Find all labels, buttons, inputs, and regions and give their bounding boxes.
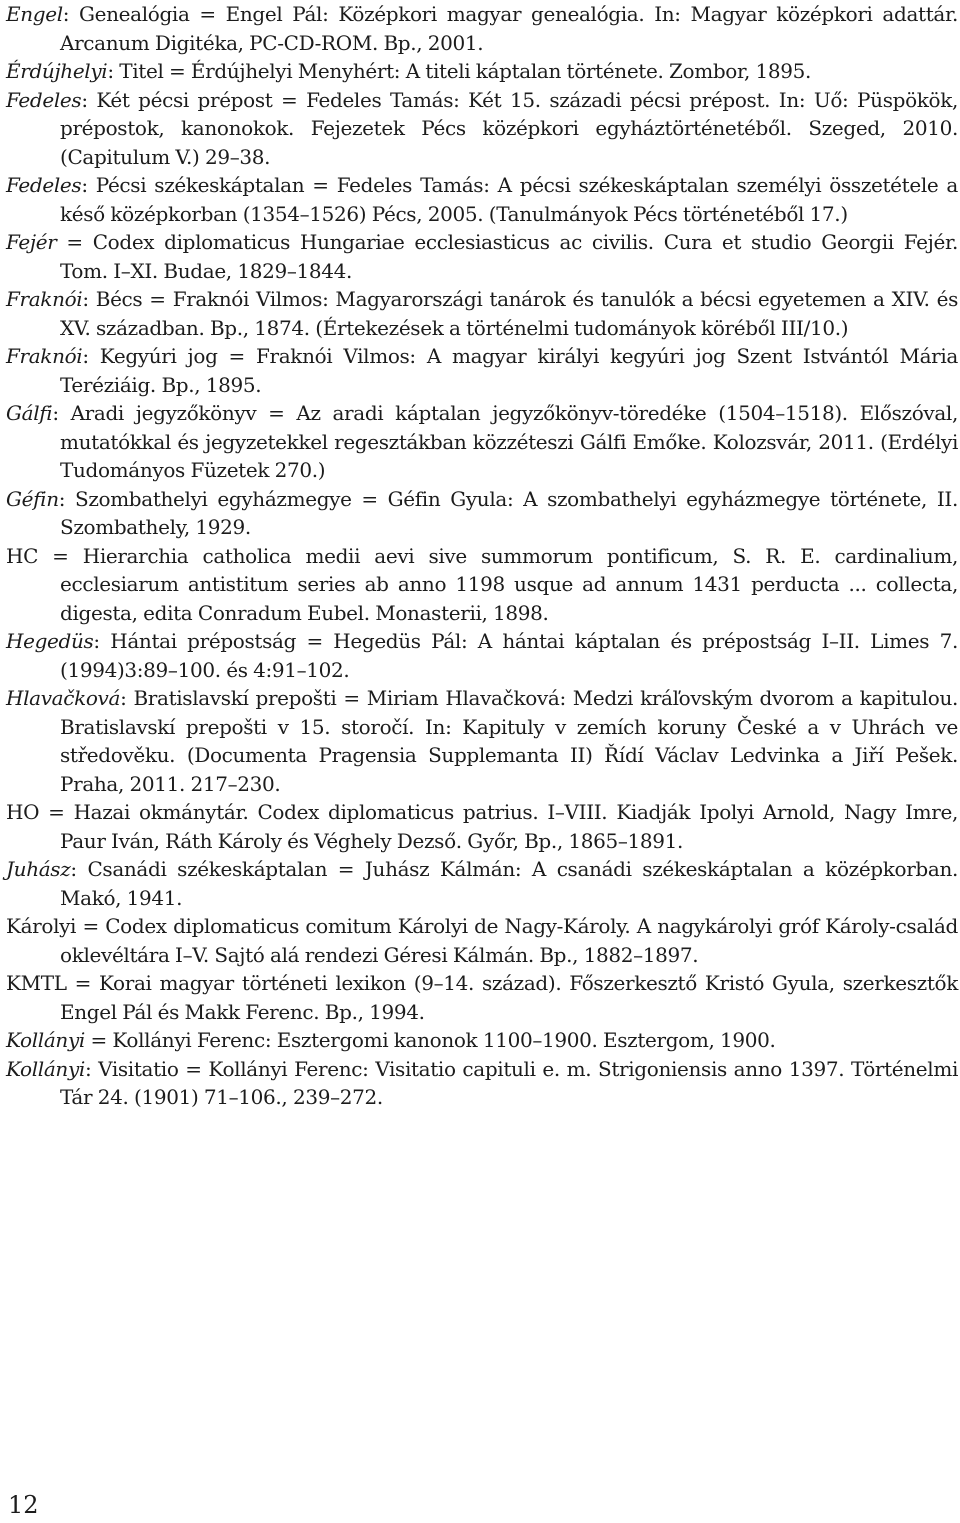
entry-citation: : Pécsi székeskáptalan = Fedeles Tamás: A pécsi székeskáptalan személyi összetétele a késő középkorban (1354–1526) Pécs, 2005. (Tanulmányok Pécs történetéből 17.) xyxy=(60,173,958,226)
bibliography-entry xyxy=(6,1055,958,1112)
entry-abbreviation: Géfin xyxy=(6,486,59,511)
bibliography-entry xyxy=(6,171,958,228)
entry-abbreviation: Fraknói xyxy=(6,344,83,368)
entry-abbreviation: Fejér xyxy=(6,230,57,254)
entry-abbreviation: Kollányi xyxy=(6,1056,85,1081)
entry-abbreviation: Fraknói xyxy=(6,287,83,311)
entry-abbreviation: Fedeles xyxy=(6,87,82,112)
entry-citation: = Korai magyar történeti lexikon (9–14. század). Főszerkesztő Kristó Gyula, szerkesztők Engel Pál és Makk Ferenc. Bp., 1994. xyxy=(60,971,958,1024)
bibliography-entry xyxy=(6,1026,958,1055)
entry-citation: : Bratislavskí prepošti = Miriam Hlavačková: Medzi kráľovským dvorom a kapitulou. Bratislavskí prepošti v 15. storočí. In: Kapituly v zemích koruny České a v Uhrách ve středověku. (Documenta Pragensia Supplemanta II) Řídí Václav Ledvinka a Jiří Pešek. Praha, 2011. 217–230. xyxy=(60,686,958,796)
bibliography-entry xyxy=(6,0,958,57)
entry-abbreviation: Gálfi xyxy=(6,401,53,425)
bibliography-entry xyxy=(6,627,958,684)
entry-abbreviation: Juhász xyxy=(6,857,71,881)
bibliography-entry xyxy=(6,342,958,399)
bibliography-entry xyxy=(6,912,958,969)
entry-abbreviation: HC xyxy=(6,543,39,568)
bibliography-entry xyxy=(6,86,958,172)
entry-citation: : Titel = Érdújhelyi Menyhért: A titeli káptalan története. Zombor, 1895. xyxy=(107,59,812,83)
entry-abbreviation: HO xyxy=(6,800,40,824)
page-number: 12 xyxy=(8,1491,39,1519)
entry-abbreviation: Fedeles xyxy=(6,173,82,197)
bibliography-entry xyxy=(6,485,958,542)
bibliography-entry xyxy=(6,542,958,628)
bibliography-entry xyxy=(6,285,958,342)
entry-citation: : Bécs = Fraknói Vilmos: Magyarországi tanárok és tanulók a bécsi egyetemen a XIV. és XV. században. Bp., 1874. (Értekezések a történelmi tudományok köréből III/10.) xyxy=(60,287,958,340)
entry-abbreviation: KMTL xyxy=(6,971,67,995)
bibliography-entry xyxy=(6,57,958,86)
bibliography-entry xyxy=(6,399,958,485)
entry-citation: : Kegyúri jog = Fraknói Vilmos: A magyar királyi kegyúri jog Szent Istvántól Mária Teréziáig. Bp., 1895. xyxy=(60,344,958,397)
bibliography-entry xyxy=(6,798,958,855)
entry-abbreviation: Hegedüs xyxy=(6,629,94,653)
bibliography-entry xyxy=(6,228,958,285)
entry-abbreviation: Károlyi xyxy=(6,914,77,938)
entry-citation: = Codex diplomaticus comitum Károlyi de Nagy-Károly. A nagykárolyi gróf Károly-család oklevéltára I–V. Sajtó alá rendezi Géresi Kálmán. Bp., 1882–1897. xyxy=(60,914,958,967)
entry-citation: : Aradi jegyzőkönyv = Az aradi káptalan jegyzőkönyv-töredéke (1504–1518). Előszóval, mutatókkal és jegyzetekkel regesztákban közzéteszi Gálfi Emőke. Kolozsvár, 2011. (Erdélyi Tudományos Füzetek 270.) xyxy=(52,401,958,482)
entry-citation: : Szombathelyi egyházmegye = Géfin Gyula: A szombathelyi egyházmegye története, II. Szombathely, 1929. xyxy=(58,486,958,539)
bibliography-entry xyxy=(6,969,958,1026)
entry-abbreviation: Hlavačková xyxy=(6,686,121,710)
entry-citation: = Hazai okmánytár. Codex diplomaticus patrius. I–VIII. Kiadják Ipolyi Arnold, Nagy Imre, Paur Iván, Ráth Károly és Véghely Dezső. Győr, Bp., 1865–1891. xyxy=(39,800,958,853)
entry-abbreviation: Engel xyxy=(6,2,63,26)
entry-citation: : Két pécsi prépost = Fedeles Tamás: Két 15. századi pécsi prépost. In: Uő: Püspökök, prépostok, kanonokok. Fejezetek Pécs középkori egyháztörténetéből. Szeged, 2010. (Capitulum V.) 29–38. xyxy=(60,87,958,169)
bibliography-list xyxy=(6,0,958,1112)
entry-citation: : Csanádi székeskáptalan = Juhász Kálmán: A csanádi székeskáptalan a középkorban. Makó, 1941. xyxy=(60,857,958,910)
bibliography-entry xyxy=(6,855,958,912)
entry-abbreviation: Érdújhelyi xyxy=(6,59,108,83)
entry-citation: : Visitatio = Kollányi Ferenc: Visitatio capituli e. m. Strigoniensis anno 1397. Történelmi Tár 24. (1901) 71–106., 239–272. xyxy=(60,1056,958,1109)
bibliography-entry xyxy=(6,684,958,798)
entry-citation: = Codex diplomaticus Hungariae ecclesiasticus ac civilis. Cura et studio Georgii Fejér. Tom. I–XI. Budae, 1829–1844. xyxy=(56,230,958,283)
entry-citation: : Genealógia = Engel Pál: Középkori magyar genealógia. In: Magyar középkori adattár. Arcanum Digitéka, PC-CD-ROM. Bp., 2001. xyxy=(60,2,958,55)
entry-citation: = Kollányi Ferenc: Esztergomi kanonok 1100–1900. Esztergom, 1900. xyxy=(84,1028,776,1052)
entry-citation: = Hierarchia catholica medii aevi sive summorum pontificum, S. R. E. cardinalium, ecclesiarum antistitum series ab anno 1198 usque ad annum 1431 perducta ... collecta, digesta, edita Conradum Eubel. Monasterii, 1898. xyxy=(38,543,958,625)
entry-abbreviation: Kollányi xyxy=(6,1028,85,1052)
entry-citation: : Hántai prépostság = Hegedüs Pál: A hántai káptalan és prépostság I–II. Limes 7. (1994)3:89–100. és 4:91–102. xyxy=(60,629,958,682)
